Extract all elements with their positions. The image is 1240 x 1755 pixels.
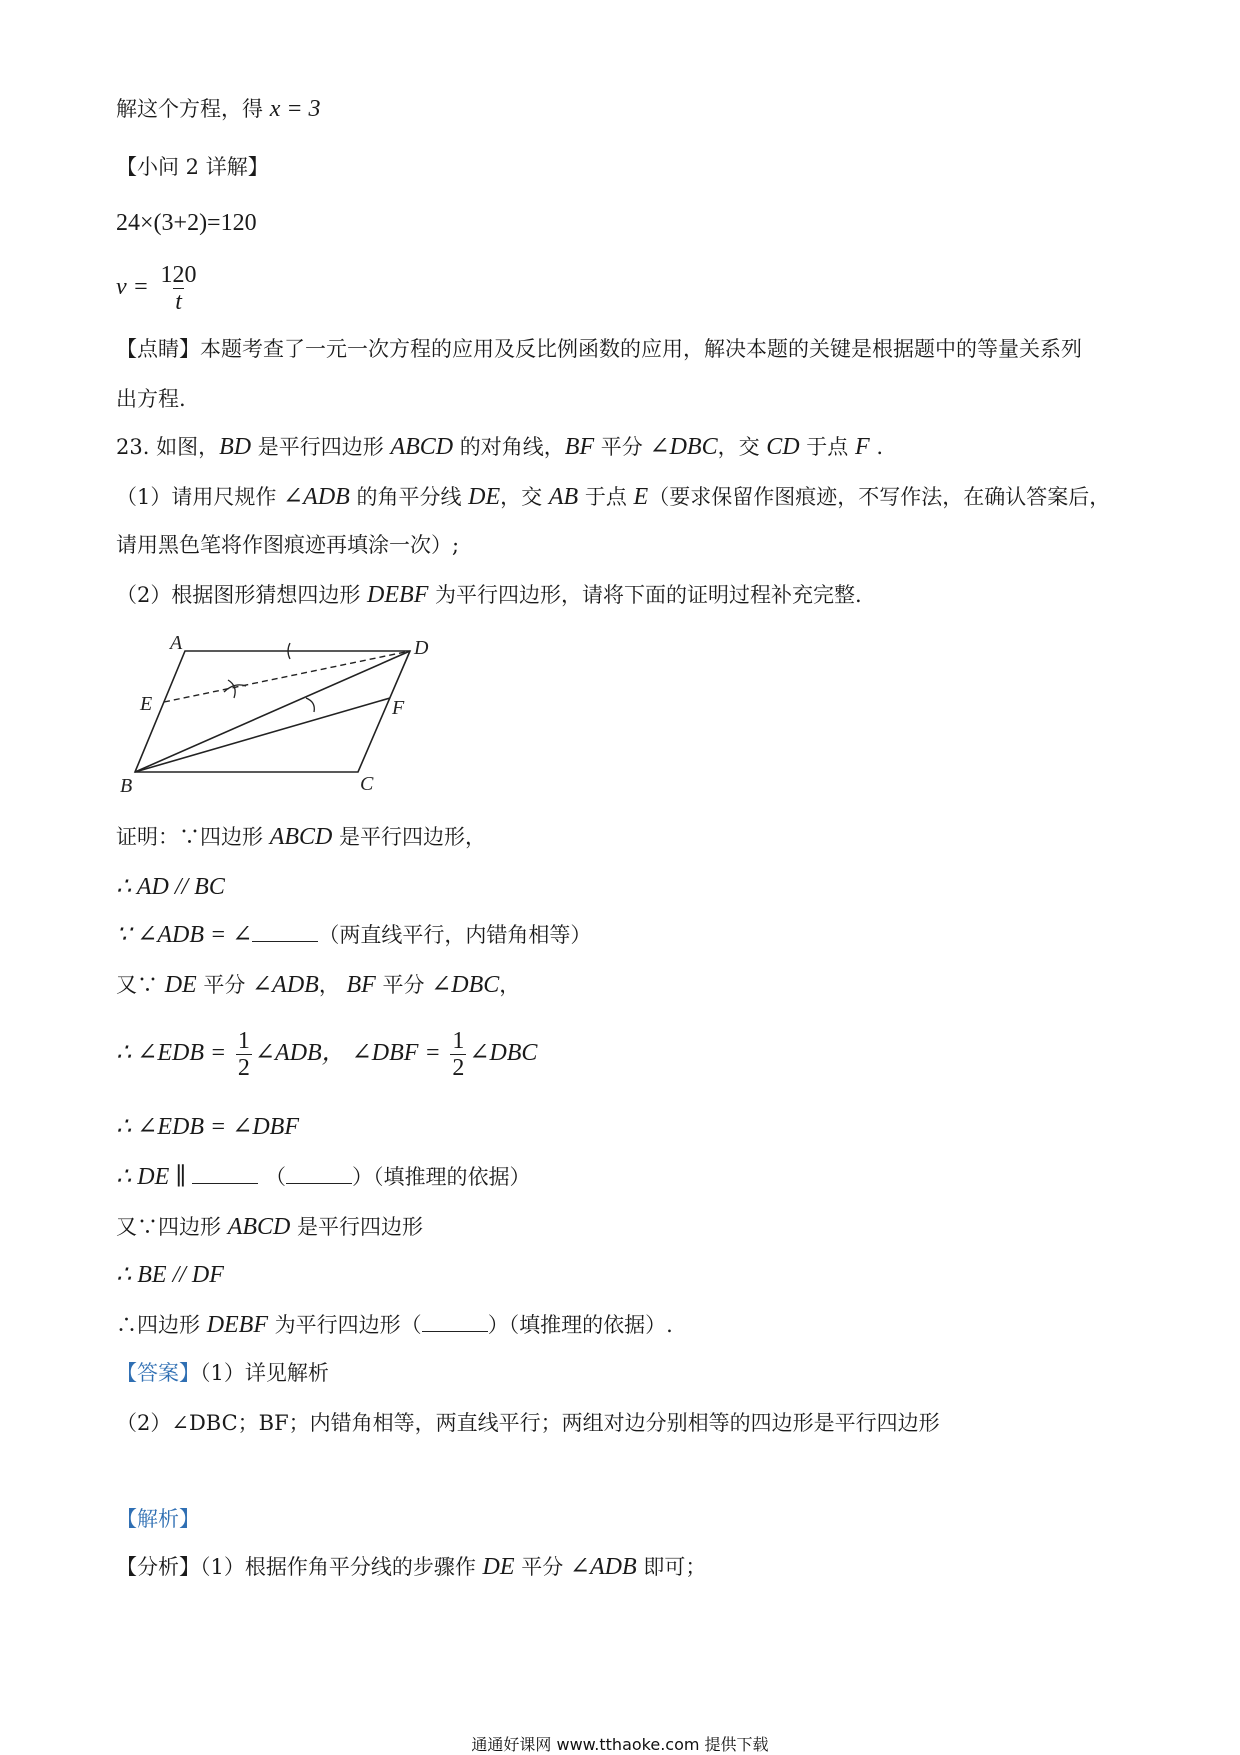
proof-line-5: ∴ ∠EDB = $\frac{1}{2}$ ∠ADB， ∠DBF = $\frac{1}{2}$ ∠DBC bbox=[116, 1028, 538, 1081]
math-x-equals-3: x = 3 bbox=[269, 96, 321, 122]
blank-2[interactable] bbox=[192, 1163, 258, 1184]
label-c: C bbox=[360, 773, 374, 795]
answer-line-2: （2）∠DBC；BF；内错角相等，两直线平行；两组对边分别相等的四边形是平行四边形 bbox=[116, 1411, 940, 1435]
comment-line-1: 【点睛】本题考查了一元一次方程的应用及反比例函数的应用，解决本题的关键是根据题中的等量关系列 bbox=[116, 337, 1082, 361]
label-f: F bbox=[392, 697, 405, 719]
proof-line-7: ∴ DE ∥ （ ）（填推理的依据） bbox=[116, 1164, 531, 1190]
line-solve-equation: 解这个方程，得 x = 3 bbox=[116, 96, 321, 122]
proof-line-3: ∵ ∠ADB = ∠ （两直线平行，内错角相等） bbox=[116, 922, 592, 948]
diagonal-bd bbox=[135, 651, 410, 772]
proof-line-2: ∴ AD // BC bbox=[116, 874, 225, 900]
subquestion-2-header: 【小问 2 详解】 bbox=[116, 155, 269, 179]
proof-line-8: 又∵四边形 ABCD 是平行四边形 bbox=[116, 1214, 424, 1240]
part-2-line: （2）根据图形猜想四边形 DEBF 为平行四边形，请将下面的证明过程补充完整. bbox=[116, 582, 862, 608]
label-e: E bbox=[140, 693, 153, 715]
line-calc-120: 24×(3+2)=120 bbox=[116, 210, 257, 236]
part-1-line-2: 请用黑色笔将作图痕迹再填涂一次）; bbox=[116, 533, 460, 557]
arc-cross-1 bbox=[228, 680, 235, 698]
proof-line-10: ∴四边形 DEBF 为平行四边形（ ）（填推理的依据）. bbox=[116, 1312, 673, 1338]
part-1-line-1: （1）请用尺规作 ∠ADB 的角平分线 DE，交 AB 于点 E（要求保留作图痕迹，不写作法，在确认答案后， bbox=[116, 484, 1111, 510]
blank-4[interactable] bbox=[422, 1311, 488, 1332]
label-a: A bbox=[170, 632, 183, 654]
question-23: 23. 如图，BD 是平行四边形 ABCD 的对角线，BF 平分 ∠DBC，交 CD 于点 F . bbox=[116, 434, 884, 460]
label-d: D bbox=[414, 637, 429, 659]
parallelogram-figure bbox=[118, 630, 458, 796]
answer-tag: 【答案】 bbox=[116, 1361, 200, 1385]
page-footer: 通通好课网 www.tthaoke.com 提供下载 bbox=[471, 1735, 769, 1754]
answer-line-1: 【答案】（1）详见解析 bbox=[116, 1361, 329, 1385]
fraction-half-2: $\frac{1}{2}$ bbox=[452, 1028, 465, 1081]
proof-line-9: ∴ BE // DF bbox=[116, 1262, 224, 1288]
proof-line-1: 证明：∵四边形 ABCD 是平行四边形， bbox=[116, 824, 487, 850]
proof-line-4: 又∵ DE 平分 ∠ADB， BF 平分 ∠DBC， bbox=[116, 972, 521, 998]
label-b: B bbox=[120, 775, 133, 796]
comment-line-2: 出方程. bbox=[116, 387, 186, 411]
analysis-line: 【分析】（1）根据作角平分线的步骤作 DE 平分 ∠ADB 即可； bbox=[116, 1554, 707, 1580]
arc-mark-bd bbox=[306, 698, 314, 712]
blank-3[interactable] bbox=[286, 1163, 352, 1184]
line-v-formula: v = $\frac{120}{t}$ bbox=[116, 262, 197, 315]
blank-1[interactable] bbox=[252, 921, 318, 942]
proof-line-6: ∴ ∠EDB = ∠DBF bbox=[116, 1114, 299, 1140]
fraction-half-1: $\frac{1}{2}$ bbox=[237, 1028, 250, 1081]
fraction-120-over-t: $\frac{120}{t}$ bbox=[160, 262, 197, 315]
bisector-de-dashed bbox=[164, 651, 410, 702]
analysis-tag: 【解析】 bbox=[116, 1507, 200, 1531]
bisector-bf bbox=[135, 698, 390, 772]
